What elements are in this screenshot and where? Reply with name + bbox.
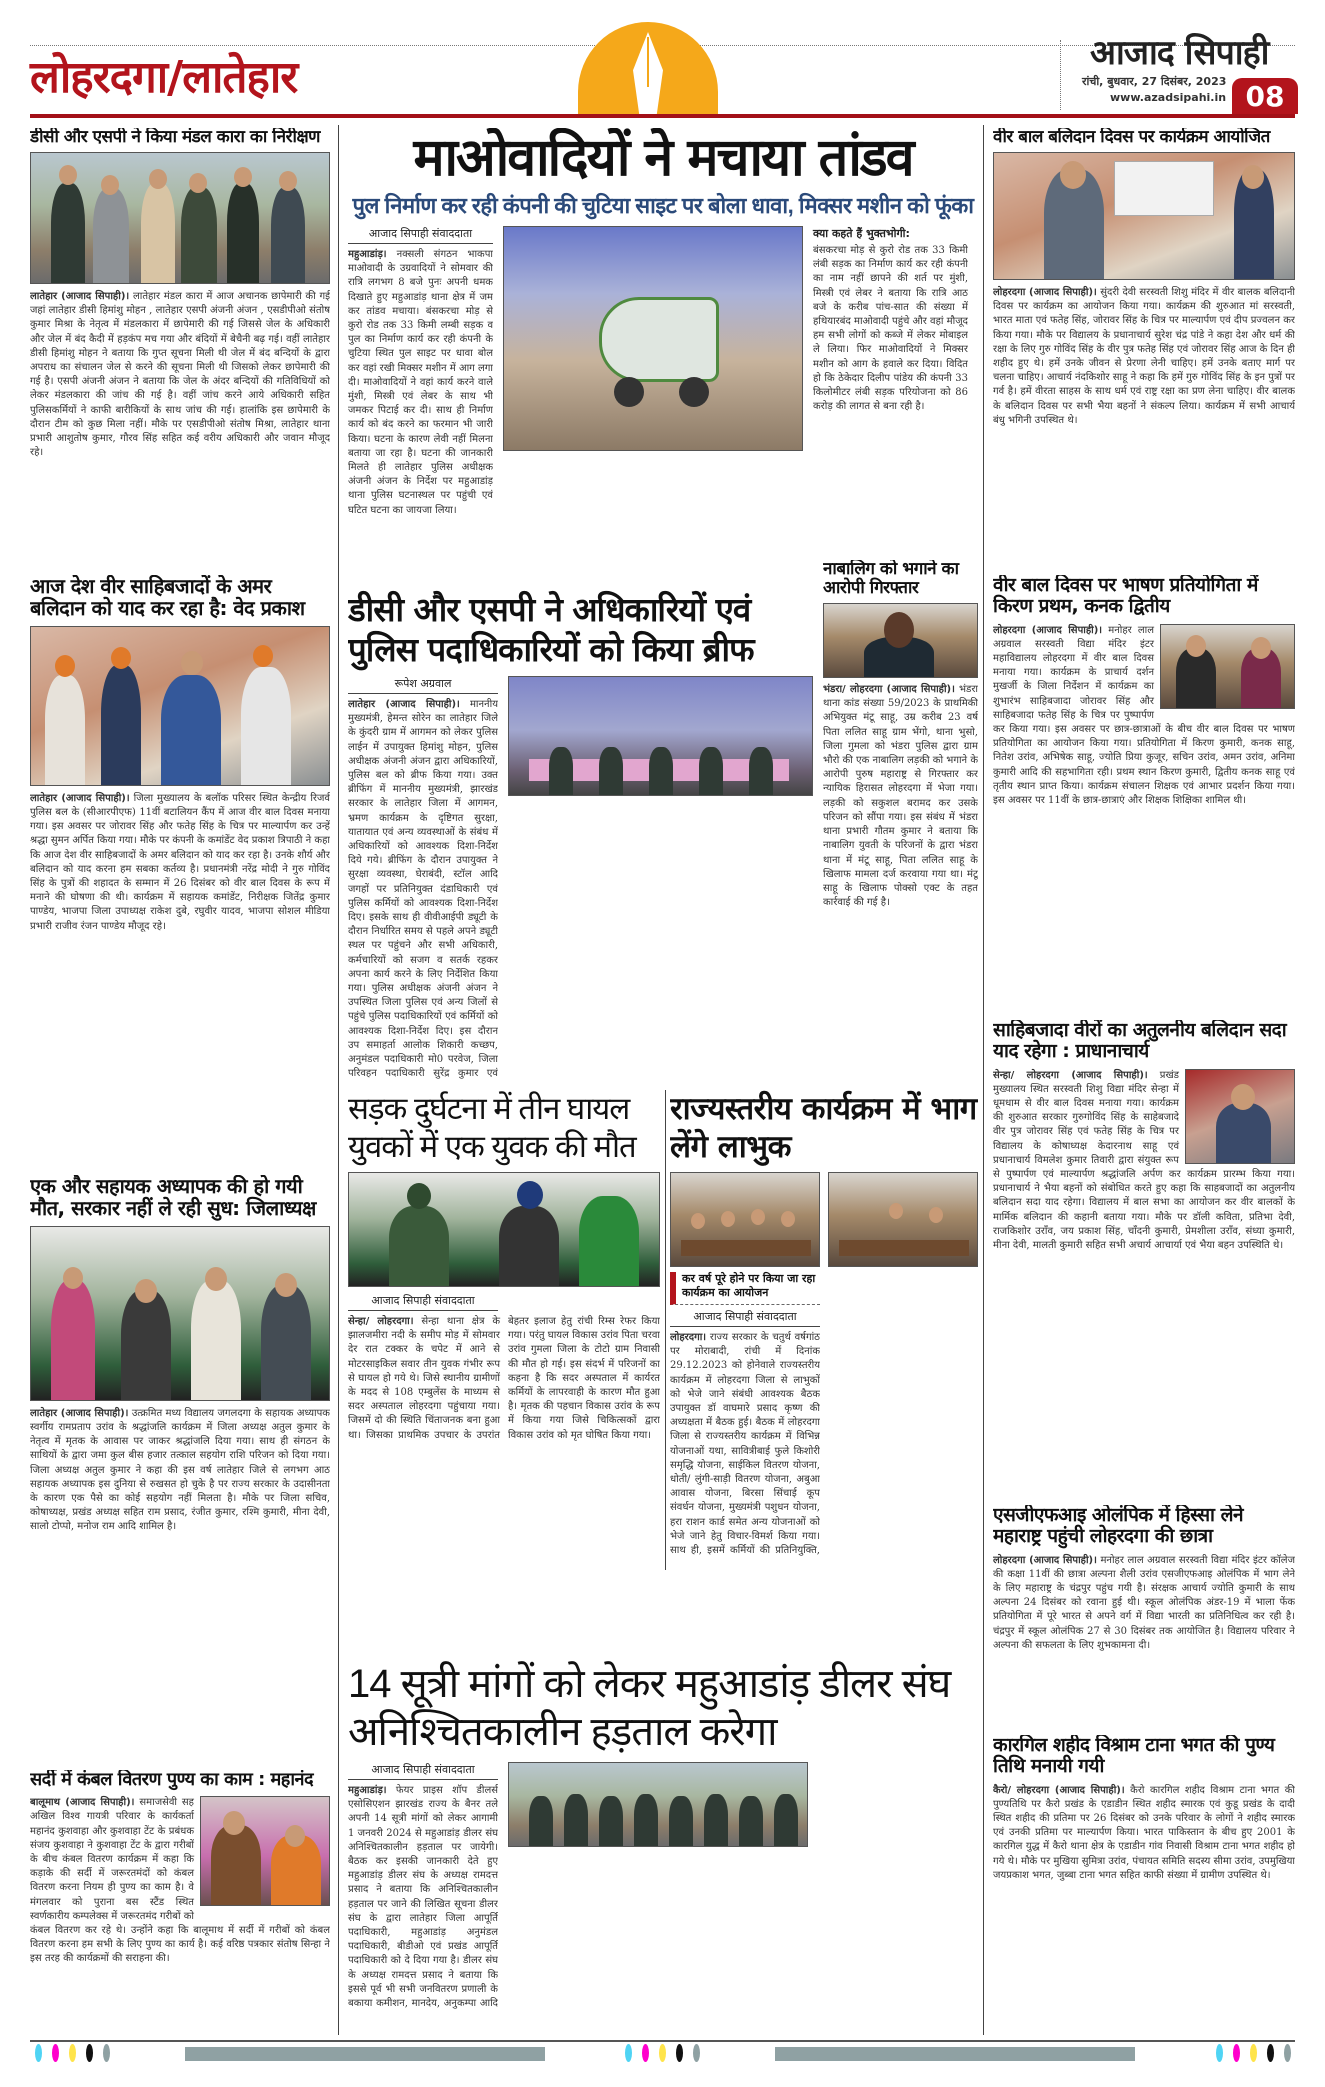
headline: वीर बाल बलिदान दिवस पर कार्यक्रम आयोजित: [993, 128, 1270, 147]
news-photo: [30, 152, 330, 284]
cyan-registration-dot: [625, 2044, 632, 2062]
headline: वीर बाल दिवस पर भाषण प्रतियोगिता में किरण प्रथम, कनक द्वितीय: [993, 575, 1258, 618]
article-text: भंडरा थाना कांड संख्या 59/2023 के प्राथमिकी अभियुक्त मंटू साहू, उम्र करीब 23 वर्ष पिता ललित साहू ग्राम भेंगो, थाना भुसो, जिला गुमला को भंडरा पुलिस द्वारा ग्राम भौरो की एक नाबालिग लड़की को भगाने के आरोपी पुरुष महाराष्ट्र से गिरफ्तार कर न्यायिक हिरासत लोहरदगा में भेजा गया। लड़की को सकुशल बरामद कर उसके परिजन को सौंपा गया। इस संबंध में भंडरा थाना प्रभारी गौतम कुमार ने बताया कि नाबालिग युवती के परिजनों के द्वारा भंडरा थाना में मंटू साहू, पिता ललित साहू के खिलाफ मामला दर्ज करवाया गया था। मंटू साहू के खिलाफ पोक्सो एक्ट के तहत कार्रवाई की गई है।: [823, 684, 978, 909]
headline: राज्यस्तरीय कार्यक्रम में भाग लेंगे लाभुक: [670, 1091, 977, 1165]
article-text: फेयर प्राइस शॉप डीलर्स एसोसिएशन झारखंड राज्य के बैनर तले अपनी 14 सूत्री मांगों को लेकर आगामी 1 जनवरी 2024 से महुआडांड़ डीलर संघ अनिश्चितकालीन हड़ताल पर जायेगी। बैठक कर इसकी जानकारी देते हुए महुआडांड़ डीलर संघ के अध्यक्ष रामदत्त प्रसाद ने बताया कि अनिश्चितकालीन हड़ताल पर जाने की लिखित सूचना डीलर संघ के द्वारा लातेहार जिला आपूर्ति पदाधिकारी, महुआडांड़ अनुमंडल पदाधिकारी, बीडीओ एवं प्रखंड आपूर्ति पदाधिकारी को दे दिया गया है। डीलर संघ के अध्यक्ष रामदत्त प्रसाद ने बताया कि इससे पूर्व भी सभी जनवितरण प्रणाली के बकाया कमीशन, मानदेय, अनुकम्पा आदि: [348, 1785, 498, 2010]
article-text: माननीय मुख्यमंत्री, हेमन्त सोरेन का लातेहार जिले के कुंदरी ग्राम में आगमन को लेकर पुलिस लाईन में उपायुक्त हिमांशु मोहन, पुलिस अधीक्षक अंजनी अंजन द्वारा अधिकारियों, पुलिस बल को ब्रीफ किया गया। उक्त ब्रीफिंग में माननीय मुख्यमंत्री, झारखंड सरकार के लातेहार जिला में आगमन, भ्रमण कार्यक्रम के दृष्टिगत सुरक्षा, यातायात एवं अन्य व्यवस्थाओं के संबंध में अधिकारियों को आवश्यक दिशा-निर्देश दिये गये। ब्रीफिंग के दौरान उपायुक्त ने सुरक्षा व्यवस्था, घेराबंदी, स्टॉल आदि जगहों पर प्रतिनियुक्त दंडाधिकारी एवं पुलिस कर्मियों को आवश्यक दिशा-निर्देश दिए। इसके साथ ही वीवीआईपी ड्यूटी के दौरान निर्धारित समय से पहले अपने ड्यूटी स्थल पर पहुंचने और सभी अधिकारी, कर्मचारियों को सजग व सतर्क रहकर अपना कार्य करने के लिए निर्देशित किया गया। पुलिस अधीक्षक अंजनी अंजन ने उपस्थित जिला पुलिस एवं अन्य जिलों से पहुंचे पुलिस पदाधिकारियों एवं कर्मियों को आवश्यक दिशा-निर्देश दिए। इस दौरान उप समाहर्ता आलोक शिकारी कच्छप, अनुमंडल पदाधिकारी मो0 परवेज, जिला परिवहन पदाधिकारी सुरेंद्र कुमार एवं: [348, 699, 498, 1080]
headline: 14 सूत्री मांगों को लेकर महुआडांड़ डीलर संघ अनिश्चितकालीन हड़ताल करेगा: [348, 1662, 951, 1754]
section-title: लोहरदगा/लातेहार: [30, 52, 298, 103]
photo-caption: कर वर्ष पूरे होने पर किया जा रहा कार्यक्रम का आयोजन: [670, 1272, 820, 1305]
headline: डीसी और एसपी ने अधिकारियों एवं पुलिस पदाधिकारियों को किया ब्रीफ: [348, 590, 754, 669]
article-text: सेन्हा थाना क्षेत्र के झालजमीरा नदी के समीप मोड़ में सोमवार देर रात टक्कर के चपेट में आने से मोटरसाइकिल सवार तीन युवक गंभीर रूप से घायल हो गये थे। जिसे स्थानीय ग्रामीणों के मदद से 108 एम्बुलेंस के माध्यम से सदर अस्पताल लोहरदगा पहुंचाया गया। जिसमें दो की स्थिति चिंताजनक बना हुआ था। जिसका प्राथमिक उपचार के उपरांत बेहतर इलाज हेतु रांची रिम्स रेफर किया गया। परंतु घायल विकास उरांव पिता चरवा उरांव गुमला जिला के टोटो ग्राम निवासी की मौत हो गई। इस संदर्भ में परिजनों का कहना है कि सदर अस्पताल में कार्यरत कर्मियों के लापरवाही के कारण मौत हुआ है। मृतक की पहचान विकास उरांव के रूप में किया गया जिसे चिकित्सकों द्वारा विकास उरांव को मृत घोषित किया गया।: [348, 1316, 660, 1441]
story-dealer-strike: [348, 1660, 978, 2035]
dateline: लोहरदगा (आजाद सिपाही)।: [993, 624, 1103, 636]
article-body: [993, 1784, 1295, 1883]
article-body: [670, 1331, 820, 1556]
article-body: [30, 290, 330, 460]
newspaper-brand: आजाद सिपाही: [1090, 33, 1269, 73]
story-road-accident: [348, 1090, 660, 1575]
mixer-machine-photo: [503, 226, 803, 451]
masthead-separator: [1060, 40, 1061, 110]
news-photo: [30, 1226, 330, 1401]
pen-nib-slit: [647, 37, 649, 87]
headline: डीसी और एसपी ने किया मंडल कारा का निरीक्षण: [30, 128, 320, 147]
story-sahibzade: [30, 575, 330, 1165]
article-text: मनोहर लाल अग्रवाल सरस्वती विद्या मंदिर इंटर कॉलेज की कक्षा 11वीं की छात्रा अल्पना शैली उरांव एसजीएफआइ ओलंपिक में भाग लेने के लिए महाराष्ट्र के चंद्रपुर पहुंच गयी है। संरक्षक आचार्य ज्योति कुमारी के साथ अल्पना 24 दिसंबर को रवाना हुई थी। स्कूल ओलंपिक अंडर-19 में भाला फेंक प्रतियोगिता में पूरे भारत से अपने वर्ग में विद्या भारती का प्रतिनिधित्व कर रही है। चंद्रपुर में स्कूल ओलंपिक 27 से 30 दिसंबर तक आयोजित है। विद्यालय परिवार ने अल्पना की सफलता के लिए शुभकामना दी।: [993, 1554, 1295, 1651]
dateline: लोहरदगा।: [670, 1332, 707, 1343]
yellow-registration-dot: [1250, 2044, 1257, 2062]
article-body: [348, 248, 493, 548]
column-rule: [338, 125, 339, 2035]
pen-nib-logo: [578, 22, 718, 117]
story-speech-competition: [993, 575, 1295, 1015]
byline: आजाद सिपाही संवाददाता: [348, 1762, 498, 1780]
story-state-program: [670, 1090, 978, 1575]
dateline: भंडरा/ लोहरदगा (आजाद सिपाही)।: [823, 684, 955, 696]
story-veer-bal-program: [993, 128, 1295, 568]
headline: आज देश वीर साहिबजादों के अमर बलिदान को याद कर रहा है: वेद प्रकाश: [30, 575, 305, 621]
article-body: [348, 698, 498, 1080]
registration-bar: [775, 2047, 1135, 2061]
subheadline: पुल निर्माण कर रही कंपनी की चुटिया साइट पर बोला धावा, मिक्सर मशीन को फूंका: [352, 193, 974, 218]
article-body: [823, 683, 978, 910]
black-registration-dot: [86, 2044, 93, 2062]
headline: एसजीएफआइ ओलंपिक में हिस्सा लेने महाराष्ट्र पहुंची लोहरदगा की छात्रा: [993, 1505, 1244, 1548]
dateline: बालूमाथ (आजाद सिपाही)।: [30, 1797, 135, 1809]
gray-registration-dot: [1284, 2044, 1291, 2062]
article-body: [993, 286, 1295, 428]
byline: आजाद सिपाही संवाददाता: [670, 1309, 820, 1327]
dealer-group-photo: [508, 1762, 808, 1847]
briefing-photo: [508, 676, 813, 796]
article-text: सुंदरी देवी सरस्वती शिशु मंदिर में वीर बालक बलिदानी दिवस पर कार्यक्रम का आयोजन किया गया। कार्यक्रम की शुरुआत मां सरस्वती, भारत माता एवं फतेह सिंह, जोरावर सिंह के चित्र पर माल्यार्पण एवं दीप प्रज्वलन कर किया गया। मौके पर विद्यालय के प्रधानाचार्य सुरेश चंद्र पांडे ने कहा देश और धर्म की रक्षा के लिए गुरु गोविंद सिंह के वीर पुत्र फतेह सिंह एवं जोरावर सिंह आज के दिन ही शहीद हुए थे। हमें उनके जीवन से प्रेरणा लेनी चाहिए। हमें उनके बताए मार्ग पर चलना चाहिए। आचार्य नंदकिशोर साहू ने कहा कि हमें गुरु गोविंद सिंह के इन पुत्रों पर गर्व है। हमें वीरता साहस के साथ धर्म एवं राष्ट्र रक्षा का प्रण लेना चाहिए। वीर बालक के बलिदान दिवस पर सभी भैया बहनों ने संकल्प लिया। कार्यक्रम में सभी आचार्य बंधु भगिनी उपस्थित थे।: [993, 287, 1295, 426]
news-photo: [200, 1796, 330, 1906]
story-briefing: [348, 590, 813, 1080]
article-body: [348, 1784, 498, 2019]
dateline: सेन्हा/ लोहरदगा (आजाद सिपाही)।: [993, 1069, 1148, 1081]
magenta-registration-dot: [642, 2044, 649, 2062]
story-minor-arrest: [823, 560, 978, 1080]
dateline: लोहरदगा (आजाद सिपाही)।: [993, 1554, 1097, 1566]
article-text: मनोहर लाल अग्रवाल सरस्वती विद्या मंदिर इंटर महाविद्यालय लोहरदगा में वीर बाल दिवस मनाया गया। कार्यक्रम के प्राचार्य दर्शन मुखर्जी के जिला निर्देशन में कार्यक्रम का शुभारंभ साहिबजादा जोरावर सिंह और साहिबजादा फतेह सिंह के चित्र पर पुष्पार्पण कर किया गया। इस अवसर पर छात्र-छात्राओं के बीच वीर बाल दिवस पर भाषण प्रतियोगिता का आयोजन किया गया। प्रतियोगिता में किरण कुमारी, कनक साहू, नितेश उरांव, अभिषेक साहू, ज्योति प्रिया कुजूर, सचिन उरांव, अमन उरांव, अनिमा कुमारी आदि की सहभागिता रही। प्रथम स्थान किरण कुमारी, द्वितीय कनक साहू एवं तृतीय स्थान प्राप्त किया। कार्यक्रम संचालन शिक्षक एवं आभार प्रदर्शन किया गया। इस अवसर पर 11वीं के छात्र-छात्राएं और शिक्षक शिक्षिका शामिल थी।: [993, 624, 1295, 806]
dateline: लोहरदगा (आजाद सिपाही)।: [993, 287, 1097, 299]
footer-rule: [30, 2040, 1295, 2042]
black-registration-dot: [676, 2044, 683, 2062]
accused-photo: [823, 603, 978, 678]
column-rule: [665, 1090, 666, 1570]
article-text: उत्क्रमित मध्य विद्यालय जगलदगा के सहायक अध्यापक स्वर्गीय रामप्रताप उरांव के श्रद्धांजलि कार्यक्रम में जिला अध्यक्ष अतुल कुमार के नेतृत्व में मृतक के आवास पर जाकर श्रद्धांजलि दिया गया। साथ ही संगठन के साथियों के द्वारा जमा कुल बीस हजार तत्काल सहयोग राशि परिजन को दिया गया। जिला अध्यक्ष अतुल कुमार ने कहा की इस वर्ष लातेहार जिले से लगभग आठ सहायक अध्यापक इस दुनिया से रुखसत हो चुके है पर राज्य सरकार के उदासीनता के कारण एक पैसे का कोई सहयोग नहीं मिलता है। मौके पर जिला सचिव, कोषाध्यक्ष, प्रखंड अध्यक्ष सहित राम प्रसाद, रंजीत कुमार, रश्मि कुमारी, मीना देवी, सालो टोप्पो, मनोज राम आदि शामिल है।: [30, 1407, 330, 1533]
headline: सड़क दुर्घटना में तीन घायल युवकों में एक युवक की मौत: [348, 1091, 636, 1164]
headline: कारगिल शहीद विश्राम टाना भगत की पुण्य तिथि मनायी गयी: [993, 1735, 1275, 1778]
meeting-photo: [670, 1172, 820, 1267]
magenta-registration-dot: [1233, 2044, 1240, 2062]
competition-photo: [1160, 624, 1295, 709]
story-blanket: [30, 1770, 330, 2032]
page-number-badge: 08: [1232, 78, 1298, 114]
speaker-photo: [993, 152, 1295, 280]
headline: साहिबजादा वीरों का अतुलनीय बलिदान सदा याद रहेगा : प्राधानाचार्य: [993, 1020, 1287, 1063]
gray-registration-dot: [103, 2044, 110, 2062]
byline: रूपेश अग्रवाल: [348, 676, 498, 694]
story-kargil-martyr: [993, 1735, 1295, 2035]
story-jail-inspection: [30, 128, 330, 568]
dateline: लातेहार (आजाद सिपाही)।: [348, 699, 460, 710]
gray-registration-dot: [693, 2044, 700, 2062]
masthead-red-rule: [30, 114, 1295, 118]
column-rule: [983, 125, 984, 2035]
edition-date: रांची, बुधवार, 27 दिसंबर, 2023: [1082, 75, 1227, 88]
principal-photo: [1185, 1069, 1295, 1164]
cyan-registration-dot: [35, 2044, 42, 2062]
article-text: नक्सली संगठन भाकपा माओवादी के उग्रवादियों ने सोमवार की रात्रि लगभग 8 बजे पुनः अपनी धमक दिखाते हुए महुआडांड़ थाना क्षेत्र में जम कर तांडव मचाया। बंसकरचा मोड़ से कुरो रोड तक 33 किमी लम्बी सड़क व पुल का निर्माण कार्य कर रही कंपनी के चुटिया स्थित पुल साइट पर धावा बोल कर वहां रखी मिक्सर मशीन में आग लगा दी। माओवादियों ने वहां कार्य करने वाले मुंशी, मिस्त्री एवं लेबर के साथ भी जमकर पिटाई कर दी। साथ ही निर्माण कार्य को बंद करने का फरमान भी जारी किया। घटना के कारण लेवी नहीं मिलना बताया जा रहा है। घटना की जानकारी मिलते ही लातेहार पुलिस अधीक्षक अंजनी अंजन के निर्देश पर महुआडांड़ थाना पुलिस घटनास्थल पर पहुंची एवं घटित घटना का जायजा लिया।: [348, 249, 493, 516]
article-body: [30, 792, 330, 934]
article-body: [30, 1407, 330, 1535]
meeting-photo-2: [828, 1172, 978, 1267]
dateline: महुआडांड़।: [348, 249, 387, 260]
lead-headline: माओवादियों ने मचाया तांडव: [413, 128, 913, 188]
byline: आजाद सिपाही संवाददाता: [348, 226, 493, 244]
dateline: कैरो/ लोहरदगा (आजाद सिपाही)।: [993, 1784, 1125, 1796]
article-text: प्रखंड मुख्यालय स्थित सरस्वती शिशु विद्या मंदिर सेन्हा में धूमधाम से वीर बाल दिवस मनाया गया। कार्यक्रम की शुरुआत सरकार गुरुगोविंद सिंह के साहेबजादे वीर पुत्र जोरावर सिंह एवं फतेह सिंह के चित्र पर विद्यालय के कोषाध्यक्ष केदारनाथ साहू एवं प्रधानाचार्य विमलेश कुमार तिवारी द्वारा संयुक्त रूप से पुष्पार्पण एवं माल्यार्पण श्रद्धांजलि अर्पण कर कार्यक्रम प्रारम्भ किया गया। प्रधानाचार्य ने भैया बहनों को संबोधित करते हुए कहा कि साहबजादों का अतुलनीय बलिदान सदा याद रहेगा। विद्यालय में बाल सभा का आयोजन कर वीर बालकों के मार्मिक बलिदान की कहानी बताया गया। मौके पर डॉली कविता, प्रतिभा देवी, राजकिशोर उराँव, जय प्रकाश सिंह, चाँदनी कुमारी, प्रेमशीला उराँव, संध्या कुमारी, मीना देवी, मालती कुमारी सहित सभी अचार्य आचार्या एवं भैया बहन उपस्थिति थे।: [993, 1069, 1295, 1251]
article-body: [993, 1554, 1295, 1653]
story-sgfi-olympic: [993, 1505, 1295, 1730]
article-text: समाजसेवी सह अखिल विश्व गायत्री परिवार के कार्यकर्ता महानंद कुशवाहा और कुशवाहा टेंट के प्रबंधक संजय कुशवाहा ने कुशवाहा टेंट के द्वारा गरीबों के बीच कंबल वितरण कार्यक्रम में कहा कि कड़ाके की सर्दी में जरूरतमंदों को कंबल वितरण करना नियम ही पुण्य का काम है। वे मंगलवार को पुराना बस स्टैंड स्थित स्वर्णकारीय कम्पलेक्स में जरूरतमंद गरीबों को कंबल वितरण कर रहे थे। उन्होंने कहा कि बालूमाथ में सर्दी में गरीबों को कंबल वितरण करना हम सभी के लिए पुण्य का कार्य है। कई वरिष्ठ पत्रकार संतोष सिन्हा ने इस तरह की कार्यक्रमों की सराहना की।: [30, 1797, 330, 1965]
accident-photo: [348, 1172, 660, 1287]
dateline: लातेहार (आजाद सिपाही)।: [30, 291, 130, 303]
cyan-registration-dot: [1216, 2044, 1223, 2062]
registration-bar: [185, 2047, 545, 2061]
headline: नाबालिग को भगाने का आरोपी गिरफ्तार: [823, 560, 959, 599]
black-registration-dot: [1267, 2044, 1274, 2062]
story-sahibzada-sacrifice: [993, 1020, 1295, 1500]
dateline: महुआडांड़।: [348, 1785, 387, 1796]
story-maoist: [348, 128, 978, 583]
byline: आजाद सिपाही संवाददाता: [348, 1293, 498, 1311]
article-text: कैरो कारगिल शहीद विश्राम टाना भगत की पुण्यतिथि पर कैरो प्रखंड के एडाडीन स्थित शहीद स्मारक एवं कुडू प्रखंड के दादी स्थित शहीद की प्रतिमा पर 26 दिसंबर को उनके परिवार के लोगों ने शहीद स्मारक एवं उनकी प्रतिमा पर माल्यार्पण किया। भारत पाकिस्तान के बीच हुए 2001 के कारगिल युद्ध में कैरो थाना क्षेत्र के एडाडीन गांव निवासी विश्राम टाना भगत शहीद हो गये थे। मौके पर मुखिया सुमित्रा उरांव, पंचायत समिति सदस्य सीमा उरांव, उपमुखिया जयप्रकाश भगत, जुब्बा टाना भगत सहित काफी संख्या में ग्रामीण उपस्थित थे।: [993, 1784, 1295, 1881]
news-photo: [30, 626, 330, 786]
yellow-registration-dot: [69, 2044, 76, 2062]
story-teacher-death: [30, 1175, 330, 1755]
yellow-registration-dot: [659, 2044, 666, 2062]
sidebar-body: बंसकरचा मोड़ से कुरो रोड तक 33 किमी लंबी सड़क का निर्माण कार्य कर रही कंपनी का नाम नहीं छापने की शर्त पर मुंशी, मिस्त्री एवं लेबर ने बताया कि रात्रि आठ बजे के करीब पांच-सात की संख्या में हथियारबंद माओवादी पहुंचे और वहां मौजूद हम सभी लोगों को कब्जे में लेकर मोबाइल ले लिया। फिर माओवादियों ने मिक्सर मशीन को आग के हवाले कर दिया। विदित हो कि ठेकेदार दिलीप पांडेय की कंपनी 33 किलोमीटर लंबी सड़क परियोजना को 86 करोड़ की लागत से बना रही है।: [813, 245, 968, 413]
magenta-registration-dot: [52, 2044, 59, 2062]
article-text: जिला मुख्यालय के बलॉक परिसर स्थित केन्द्रीय रिजर्व पुलिस बल के (सीआरपीएफ) 11वीं बटालियन कैंप में आज वीर बाल दिवस मनाया गया। इस अवसर पर जोरावर सिंह और फतेह सिंह के चित्र पर माल्यार्पण कर उन्हें श्रद्धा सुमन अर्पित किया गया। मौके पर कंपनी के कमांडेंट वेद प्रकाश त्रिपाठी ने कहा कि आज देश वीर साहिबजादों के अमर बलिदान को याद कर रहा है। उनके शौर्य और बलिदान को याद करना हम सबका कर्तव्य है। प्रधानमंत्री नरेंद्र मोदी ने गुरु गोविंद सिंह के पुत्रों की शहादत के सम्मान में 26 दिसंबर को वीर बाल दिवस के रूप में मनाने की घोषणा की थी। कार्यक्रम में सहायक कमांडेंट, निरीक्षक जितेंद्र कुमार पाण्डेय, भाजपा जिला उपाध्यक्ष राकेश दुबे, रघुवीर यादव, भाजपा सोशल मीडिया प्रभारी राजीव रंजन पाण्डेय मौजूद रहे।: [30, 792, 330, 932]
website-link[interactable]: www.azadsipahi.in: [1110, 91, 1227, 104]
headline: सर्दी में कंबल वितरण पुण्य का काम : महानंद: [30, 1770, 314, 1790]
article-text: राज्य सरकार के चतुर्थ वर्षगांठ पर मोराबादी, रांची में दिनांक 29.12.2023 को होनेवाले राज्यस्तरीय कार्यक्रम में लोहरदगा जिला से लाभुकों को भेजे जाने संबंधी आवश्यक बैठक उपायुक्त डॉ वाघमारे प्रसाद कृष्ण की अध्यक्षता में बैठक हुई। बैठक में लोहरदगा जिला से राज्यस्तरीय कार्यक्रम में विभिन्न योजनाओं यथा, सावित्रीबाई फुले किशोरी समृद्धि योजना, साईकिल वितरण योजना, धोती/ लुंगी-साड़ी वितरण योजना, अबुआ आवास योजना, बिरसा सिंचाई कूप संवर्धन योजना, मुख्यमंत्री पशुधन योजना, हरा राशन कार्ड समेत अन्य योजनाओं को भेजे जाने हेतु विचार-विमर्श किया गया। साथ ही, इसमें कर्मियों की प्रतिनियुक्ति,: [670, 1332, 820, 1556]
article-text: लातेहार मंडल कारा में आज अचानक छापेमारी की गई जहां लातेहार डीसी हिमांशु मोहन , लातेहार एसपी अंजनी अंजन , एसडीपीओ संतोष कुमार मिश्रा के नेतृत्व में मंडलकारा में छापेमारी की गई जिससे जेल के अधिकारी और जेल में बंद कैदी में हड़कंप मच गया और बंदियों में बेचैनी बढ़ गई। वहीं लातेहार डीसी हिमांशु मोहन ने बताया कि गुप्त सूचना मिली थी जेल में बंद बन्दियों के द्वारा अपराध का संचालन जेल से करने की सूचना मिली थी जिसको लेकर छापेमारी की गई है। एसपी अंजनी अंजन ने बताया कि जेल के अंदर बन्दियों की गतिविधियों को लेकर मंडलकारा की जांच की गई है। वहीं जांच करने आये अधिकारी सहित पुलिसकर्मियों ने काफी बारीकियों के साथ जांच की गई। हालांकि इस छापेमारी के दौरान टीम को कुछ मिला नहीं। मौके पर एसडीपीओ संतोष मिश्रा, लातेहार थाना प्रभारी आशुतोष कुमार, गौरव सिंह सहित कई वरीय अधिकारी और जवान मौजूद रहे।: [30, 291, 330, 459]
sidebar-title: क्या कहते हैं भुक्तभोगी:: [813, 227, 910, 240]
headline: एक और सहायक अध्यापक की हो गयी मौत, सरकार नहीं ले रही सुध: जिलाध्यक्ष: [30, 1175, 316, 1221]
dateline: सेन्हा/ लोहरदगा।: [348, 1316, 414, 1327]
article-body: [348, 1315, 660, 1570]
dateline: लातेहार (आजाद सिपाही)।: [30, 1407, 129, 1419]
dateline: लातेहार (आजाद सिपाही)।: [30, 792, 130, 804]
